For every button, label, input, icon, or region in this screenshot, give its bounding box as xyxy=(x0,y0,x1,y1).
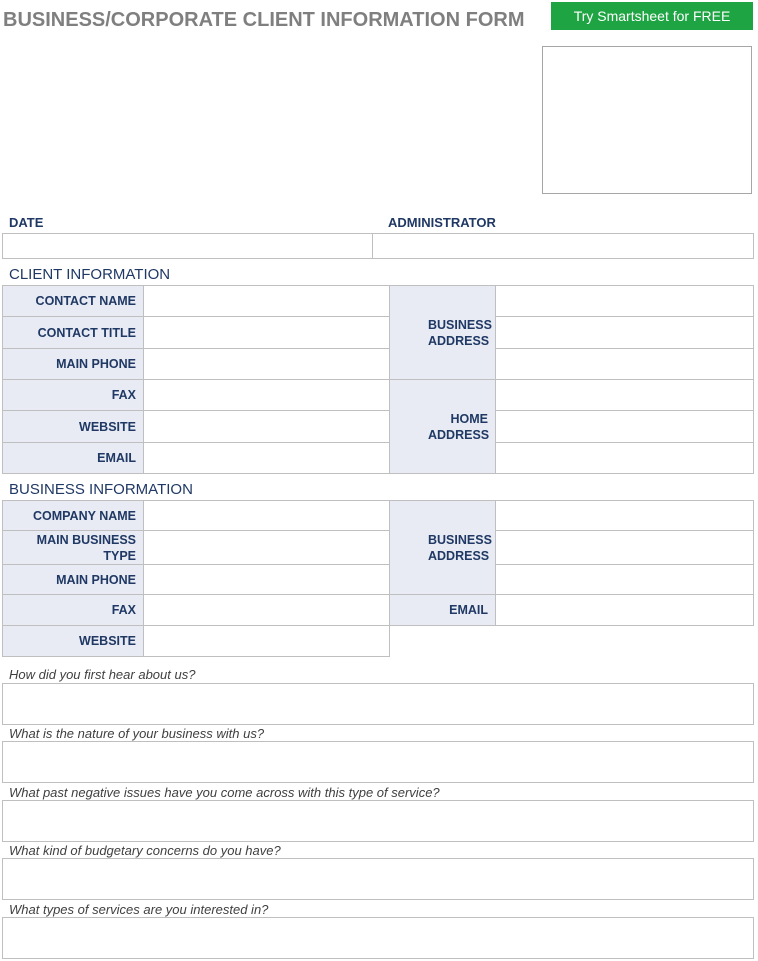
client-information-heading: CLIENT INFORMATION xyxy=(9,266,171,283)
question-answer-box[interactable] xyxy=(2,917,754,959)
question-answer-box[interactable] xyxy=(2,741,754,783)
email-input[interactable] xyxy=(143,442,390,474)
home-address-line-1[interactable] xyxy=(495,379,754,411)
administrator-input[interactable] xyxy=(372,233,754,259)
company-email-label: EMAIL xyxy=(389,594,496,626)
business-website-input[interactable] xyxy=(143,625,390,657)
main-business-type-label xyxy=(2,530,144,565)
question-label: What past negative issues have you come across with this type of service? xyxy=(9,785,440,800)
question-answer-box[interactable] xyxy=(2,800,754,842)
main-business-type-input[interactable] xyxy=(143,530,390,565)
business-information-heading: BUSINESS INFORMATION xyxy=(9,481,193,498)
administrator-label: ADMINISTRATOR xyxy=(388,215,496,230)
home-address-label-text: HOME ADDRESS xyxy=(428,411,490,442)
website-input[interactable] xyxy=(143,410,390,443)
business-fax-input[interactable] xyxy=(143,594,390,626)
company-name-input[interactable] xyxy=(143,500,390,531)
business-address-label xyxy=(389,285,496,380)
company-business-address-label xyxy=(389,500,496,595)
company-business-address-line-3[interactable] xyxy=(495,564,754,595)
home-address-label xyxy=(389,379,496,474)
business-address-label-text: BUSINESS ADDRESS xyxy=(428,317,492,348)
question-label: What kind of budgetary concerns do you have? xyxy=(9,843,281,858)
company-business-address-line-1[interactable] xyxy=(495,500,754,531)
question-answer-box[interactable] xyxy=(2,858,754,900)
contact-name-label: CONTACT NAME xyxy=(2,285,144,317)
company-business-address-line-2[interactable] xyxy=(495,530,754,565)
contact-title-label: CONTACT TITLE xyxy=(2,316,144,349)
email-label: EMAIL xyxy=(2,442,144,474)
logo-placeholder[interactable] xyxy=(542,46,752,194)
main-phone-label: MAIN PHONE xyxy=(2,348,144,380)
date-input[interactable] xyxy=(2,233,373,259)
fax-input[interactable] xyxy=(143,379,390,411)
business-website-label: WEBSITE xyxy=(2,625,144,657)
company-business-address-label-text: BUSINESS ADDRESS xyxy=(428,532,492,563)
contact-name-input[interactable] xyxy=(143,285,390,317)
company-name-label: COMPANY NAME xyxy=(2,500,144,531)
company-email-input[interactable] xyxy=(495,594,754,626)
fax-label: FAX xyxy=(2,379,144,411)
question-label: How did you first hear about us? xyxy=(9,667,196,682)
main-business-type-label-text: MAIN BUSINESS TYPE xyxy=(36,532,136,563)
contact-title-input[interactable] xyxy=(143,316,390,349)
question-answer-box[interactable] xyxy=(2,683,754,725)
try-smartsheet-button[interactable]: Try Smartsheet for FREE xyxy=(551,2,753,30)
home-address-line-2[interactable] xyxy=(495,410,754,443)
business-main-phone-label: MAIN PHONE xyxy=(2,564,144,595)
main-phone-input[interactable] xyxy=(143,348,390,380)
business-main-phone-input[interactable] xyxy=(143,564,390,595)
question-label: What is the nature of your business with us? xyxy=(9,726,265,741)
date-label: DATE xyxy=(9,215,44,230)
home-address-line-3[interactable] xyxy=(495,442,754,474)
business-address-line-3[interactable] xyxy=(495,348,754,380)
business-fax-label: FAX xyxy=(2,594,144,626)
business-address-line-2[interactable] xyxy=(495,316,754,349)
page-title: BUSINESS/CORPORATE CLIENT INFORMATION FORM xyxy=(3,9,525,31)
question-label: What types of services are you interested in? xyxy=(9,902,269,917)
business-address-line-1[interactable] xyxy=(495,285,754,317)
website-label: WEBSITE xyxy=(2,410,144,443)
